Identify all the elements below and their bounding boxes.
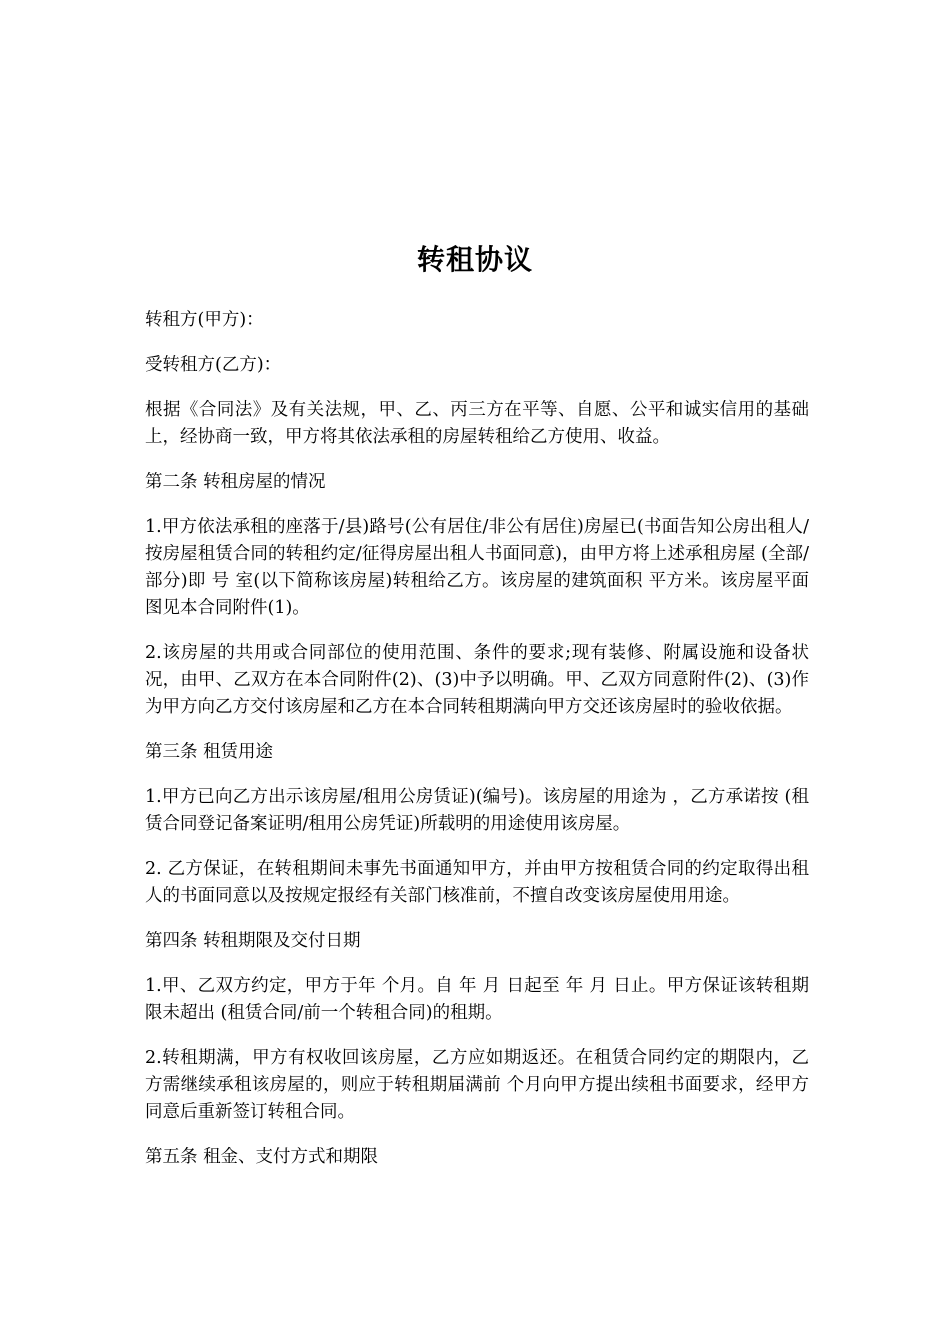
article-3-heading: 第三条 租赁用途 — [145, 742, 274, 762]
preamble-paragraph: 根据《合同法》及有关法规，甲、乙、丙三方在平等、自愿、公平和诚实信用的基础上，经协商一致，甲方将其依法承租的房屋转租给乙方使用、收益。 — [145, 400, 809, 447]
article-2-clause-1: 1.甲方依法承租的座落于/县)路号(公有居住/非公有居住)房屋已(书面告知公房出租人/按房屋租赁合同的转租约定/征得房屋出租人书面同意)，由甲方将上述承租房屋 (全部/部分)即 号 室(以下简称该房屋)转租给乙方。该房屋的建筑面积 平方米。该房屋平面图见本合同附件(1)。 — [145, 517, 809, 618]
article-4-clause-2: 2.转租期满，甲方有权收回该房屋，乙方应如期返还。在租赁合同约定的期限内，乙方需继续承租该房屋的，则应于转租期届满前 个月向甲方提出续租书面要求，经甲方同意后重新签订转租合同。 — [145, 1048, 809, 1122]
document-body — [145, 307, 809, 1189]
party-b-line: 受转租方(乙方)： — [145, 355, 282, 375]
article-2-clause-2: 2.该房屋的共用或合同部位的使用范围、条件的要求;现有装修、附属设施和设备状况，由甲、乙双方在本合同附件(2)、(3)中予以明确。甲、乙双方同意附件(2)、(3)作为甲方向乙方交付该房屋和乙方在本合同转租期满向甲方交还该房屋时的验收依据。 — [145, 643, 809, 717]
article-3-clause-2: 2. 乙方保证，在转租期间未事先书面通知甲方，并由甲方按租赁合同的约定取得出租人的书面同意以及按规定报经有关部门核准前，不擅自改变该房屋使用用途。 — [145, 859, 809, 906]
article-5-heading: 第五条 租金、支付方式和期限 — [145, 1147, 379, 1167]
article-4-clause-1: 1.甲、乙双方约定，甲方于年 个月。自 年 月 日起至 年 月 日止。甲方保证该转租期限未超出 (租赁合同/前一个转租合同)的租期。 — [145, 976, 809, 1023]
article-4-heading: 第四条 转租期限及交付日期 — [145, 931, 361, 951]
article-3-clause-1: 1.甲方已向乙方出示该房屋/租用公房赁证)(编号)。该房屋的用途为 ，乙方承诺按 (租赁合同登记备案证明/租用公房凭证)所载明的用途使用该房屋。 — [145, 787, 809, 834]
document-title: 转租协议 — [416, 243, 533, 276]
party-a-line: 转租方(甲方)： — [145, 310, 264, 330]
article-2-heading: 第二条 转租房屋的情况 — [145, 472, 326, 492]
